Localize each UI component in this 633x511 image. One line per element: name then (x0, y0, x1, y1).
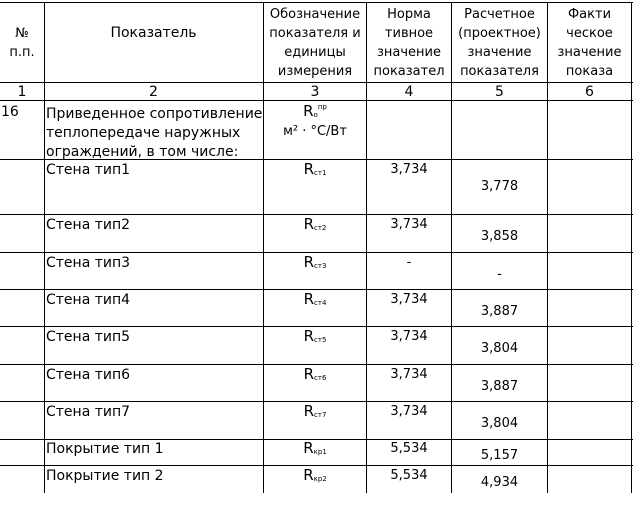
header-calculated: Расчетное (проектное) значение показателя (458, 7, 541, 79)
row-symbol-base: R (303, 439, 314, 457)
row-symbol-base: R (303, 466, 314, 484)
row-name: Стена тип4 (46, 292, 131, 308)
row-symbol-sub: ст7 (314, 411, 327, 419)
row-symbol-sub: ст5 (314, 336, 327, 344)
row-normative-value: 3,734 (390, 329, 428, 344)
row-name: Стена тип3 (46, 255, 131, 271)
row-name: Стена тип5 (46, 329, 131, 345)
row-symbol-base: R (303, 253, 315, 271)
row-calculated-value: - (497, 267, 502, 282)
header-actual: Факти ческое значение показа (557, 7, 622, 79)
colnum-divider (0, 100, 633, 101)
row-calculated-value: 3,804 (480, 416, 519, 431)
row-normative-value: 3,734 (390, 292, 428, 307)
row-symbol-sub: ст1 (314, 169, 327, 177)
row-symbol (264, 255, 366, 270)
row-symbol-base: R (303, 290, 315, 308)
row-symbol (264, 404, 366, 419)
row-calculated-value: 5,157 (480, 448, 519, 463)
row-divider (0, 214, 633, 215)
row-normative-value: 3,734 (390, 404, 428, 419)
group-row-name: Приведенное сопротивление теплопередаче наружных ограждений, в том числе: (46, 106, 263, 160)
row-symbol (264, 441, 366, 456)
row-divider (0, 465, 633, 466)
row-name: Стена тип2 (46, 217, 131, 233)
column-number: 3 (310, 84, 320, 100)
row-divider (0, 252, 633, 253)
row-divider (0, 401, 633, 402)
column-divider (631, 2, 632, 493)
row-symbol-sub: ст3 (314, 262, 327, 270)
header-indicator: Показатель (110, 25, 197, 41)
header-designation: Обозначение показателя и единицы измерения (269, 7, 361, 79)
row-normative-value: 5,534 (390, 468, 428, 483)
row-name: Стена тип6 (46, 367, 131, 383)
row-calculated-value: 3,778 (480, 179, 519, 194)
row-symbol (264, 468, 366, 483)
row-symbol-sub: кр1 (313, 448, 327, 456)
row-symbol-sub: ст2 (314, 224, 327, 232)
column-number: 2 (149, 84, 158, 100)
row-name: Покрытие тип 1 (46, 441, 164, 457)
column-number: 1 (17, 84, 27, 100)
row-symbol-base: R (303, 215, 315, 233)
row-symbol-base: R (303, 160, 315, 178)
row-symbol (264, 162, 366, 177)
column-divider (44, 2, 45, 493)
row-normative-value: 3,734 (390, 367, 428, 382)
row-divider (0, 364, 633, 365)
row-symbol-sub: ст6 (314, 374, 327, 382)
row-symbol (264, 217, 366, 232)
header-number: № п.п. (9, 26, 35, 60)
row-symbol (264, 329, 366, 344)
row-calculated-value: 4,934 (480, 475, 519, 490)
column-number: 6 (585, 84, 594, 100)
column-number: 4 (404, 84, 414, 100)
header-divider (0, 82, 633, 83)
row-symbol-base: R (303, 327, 315, 345)
row-calculated-value: 3,887 (480, 304, 519, 319)
row-normative-value: - (406, 255, 412, 270)
column-number: 5 (495, 84, 504, 100)
row-name: Стена тип7 (46, 404, 131, 420)
row-normative-value: 3,734 (390, 162, 428, 177)
row-divider (0, 326, 633, 327)
row-name: Покрытие тип 2 (46, 468, 164, 484)
row-divider (0, 439, 633, 440)
row-calculated-value: 3,887 (480, 379, 519, 394)
group-row-number: 16 (1, 104, 19, 120)
header-normative: Норма тивное значение показател (373, 7, 445, 79)
row-normative-value: 3,734 (390, 217, 428, 232)
row-calculated-value: 3,804 (480, 341, 519, 356)
row-normative-value: 5,534 (390, 441, 428, 456)
group-row-symbol: $R_o^{пр}$ (303, 102, 327, 120)
row-divider (0, 289, 633, 290)
row-symbol-sub: ст4 (314, 299, 327, 307)
row-symbol (264, 292, 366, 307)
row-symbol-sub: кр2 (313, 475, 327, 483)
row-symbol-base: R (303, 402, 315, 420)
row-symbol-base: R (303, 365, 315, 383)
table-border-top (0, 2, 633, 3)
row-symbol (264, 367, 366, 382)
row-name: Стена тип1 (46, 162, 131, 178)
row-calculated-value: 3,858 (480, 229, 519, 244)
group-row-unit: м² · °C/Вт (283, 124, 347, 139)
